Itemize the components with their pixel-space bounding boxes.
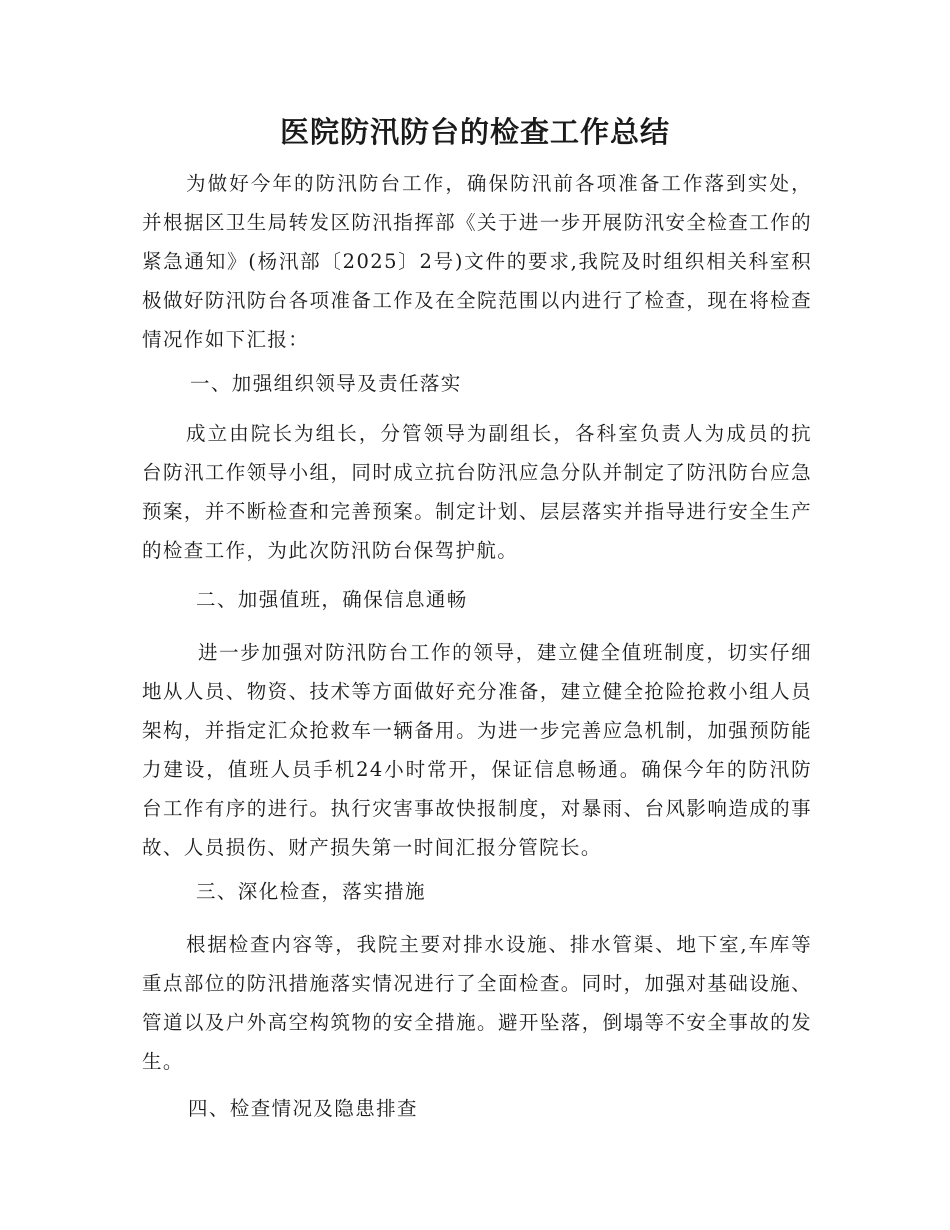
intro-paragraph: 为做好今年的防汛防台工作，确保防汛前各项准备工作落到实处，并根据区卫生局转发区防汛指挥部《关于进一步开展防汛安全检查工作的紧急通知》(杨汛部〔2025〕2号)文件的要求,我院及时组织相关科室积极做好防汛防台各项准备工作及在全院范围以内进行了检查，现在将检查情况作如下汇报： — [142, 172, 812, 351]
section-heading-4: 四、检查情况及隐患排查 — [188, 1097, 418, 1120]
section-heading-2: 二、加强值班，确保信息通畅 — [196, 588, 468, 611]
section-body-3: 根据检查内容等，我院主要对排水设施、排水管渠、地下室,车库等重点部位的防汛措施落实情况进行了全面检查。同时，加强对基础设施、管道以及户外高空构筑物的安全措施。避开坠落，倒塌等不安全事故的发生。 — [142, 933, 812, 1073]
section-body-1: 成立由院长为组长，分管领导为副组长，各科室负责人为成员的抗台防汛工作领导小组，同时成立抗台防汛应急分队并制定了防汛防台应急预案，并不断检查和完善预案。制定计划、层层落实并指导进行安全生产的检查工作，为此次防汛防台保驾护航。 — [142, 422, 812, 562]
document-title: 医院防汛防台的检查工作总结 — [279, 115, 670, 149]
section-heading-1: 一、加强组织领导及责任落实 — [190, 372, 462, 395]
section-heading-3: 三、深化检查，落实措施 — [196, 880, 426, 903]
section-body-2: 进一步加强对防汛防台工作的领导，建立健全值班制度，切实仔细地从人员、物资、技术等方面做好充分准备，建立健全抢险抢救小组人员架构，并指定汇众抢救车一辆备用。为进一步完善应急机制，加强预防能力建设，值班人员手机24小时常开，保证信息畅通。确保今年的防汛防台工作有序的进行。执行灾害事故快报制度，对暴雨、台风影响造成的事故、人员损伤、财产损失第一时间汇报分管院长。 — [142, 641, 812, 859]
